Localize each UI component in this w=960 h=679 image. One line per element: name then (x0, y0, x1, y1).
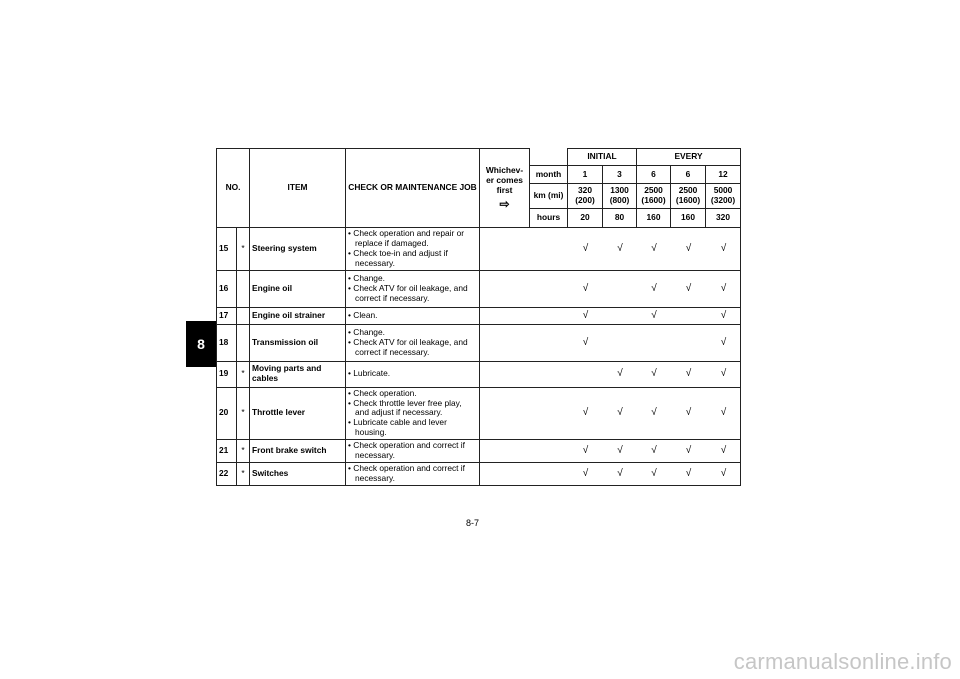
check-mark-icon: √ (720, 282, 727, 294)
row-item: Switches (250, 462, 346, 485)
row-job (346, 307, 480, 324)
check-mark-icon: √ (651, 242, 657, 254)
chapter-tab (186, 321, 216, 367)
check-grid (480, 310, 740, 322)
check-mark-icon: √ (617, 467, 623, 479)
arrow-right-icon: ⇨ (499, 196, 510, 211)
check-mark-icon: √ (685, 407, 692, 419)
row-job (346, 462, 480, 485)
header-initial: INITIAL (568, 149, 637, 166)
check-mark-icon: √ (617, 242, 623, 254)
check-mark-icon: √ (651, 407, 657, 419)
job-line: • Check ATV for oil leakage, and correct if necessary. (348, 282, 468, 303)
row-job (346, 361, 480, 387)
check-mark-icon: √ (582, 467, 589, 479)
check-grid (480, 368, 740, 380)
check-grid (480, 445, 740, 457)
row-number: 21 (217, 440, 237, 463)
check-mark-icon: √ (582, 445, 589, 457)
table-row (217, 228, 741, 271)
check-mark-icon: √ (617, 368, 623, 380)
row-job (346, 228, 480, 271)
check-mark-icon: √ (582, 309, 589, 321)
check-mark-icon: √ (685, 242, 692, 254)
month-value: 6 (637, 166, 671, 184)
check-grid (480, 337, 740, 349)
row-number: 16 (217, 270, 237, 307)
table-row (217, 462, 741, 485)
table-row (217, 324, 741, 361)
hours-value: 80 (603, 209, 637, 228)
table-row (217, 270, 741, 307)
hours-value: 160 (637, 209, 671, 228)
check-mark-icon: √ (720, 368, 727, 380)
job-line: • Check operation. (348, 387, 417, 398)
month-value: 6 (671, 166, 706, 184)
check-mark-icon: √ (720, 336, 727, 348)
check-mark-icon: √ (617, 445, 623, 457)
header-no: NO. (217, 149, 250, 228)
row-star (237, 270, 250, 307)
check-grid (480, 468, 740, 480)
hours-value: 20 (568, 209, 603, 228)
job-line: • Check operation and correct if necessary. (348, 462, 465, 483)
row-item: Steering system (250, 228, 346, 271)
check-mark-icon: √ (720, 242, 727, 254)
header-km-label: km (mi) (530, 184, 568, 209)
header-month-label: month (530, 166, 568, 184)
row-item: Transmission oil (250, 324, 346, 361)
table-row (217, 387, 741, 440)
job-line: • Change. (348, 272, 385, 283)
check-mark-icon: √ (651, 467, 657, 479)
row-job (346, 440, 480, 463)
check-mark-icon: √ (720, 467, 727, 479)
check-mark-icon: √ (617, 407, 623, 419)
row-star (237, 324, 250, 361)
row-checks (480, 440, 741, 463)
row-star: * (237, 440, 250, 463)
check-grid (480, 243, 740, 255)
row-number: 22 (217, 462, 237, 485)
job-line: • Check throttle lever free play, and adjust if necessary. (348, 397, 462, 418)
km-value: 320 (200) (568, 184, 603, 209)
hours-value: 160 (671, 209, 706, 228)
row-job (346, 270, 480, 307)
check-grid (480, 283, 740, 295)
job-line: • Check toe-in and adjust if necessary. (348, 247, 448, 268)
row-number: 19 (217, 361, 237, 387)
check-mark-icon: √ (651, 282, 657, 294)
row-star: * (237, 387, 250, 440)
row-checks (480, 270, 741, 307)
row-item: Moving parts and cables (250, 361, 346, 387)
job-line: • Check ATV for oil leakage, and correct if necessary. (348, 336, 468, 357)
job-line: • Check operation and repair or replace if damaged. (348, 228, 465, 248)
table-row (217, 361, 741, 387)
header-item: ITEM (250, 149, 346, 228)
row-job (346, 324, 480, 361)
table-row (217, 440, 741, 463)
km-value: 1300 (800) (603, 184, 637, 209)
check-mark-icon: √ (685, 467, 692, 479)
row-checks (480, 462, 741, 485)
row-checks (480, 324, 741, 361)
maintenance-table (216, 148, 741, 486)
km-value: 5000 (3200) (706, 184, 741, 209)
check-mark-icon: √ (582, 336, 589, 348)
row-checks (480, 361, 741, 387)
row-star: * (237, 228, 250, 271)
header-every: EVERY (637, 149, 741, 166)
row-job (346, 387, 480, 440)
job-line: • Lubricate. (348, 368, 391, 379)
job-line: • Lubricate cable and lever housing. (348, 417, 447, 438)
row-number: 17 (217, 307, 237, 324)
check-mark-icon: √ (720, 445, 727, 457)
row-number: 20 (217, 387, 237, 440)
check-mark-icon: √ (651, 309, 657, 321)
job-line: • Change. (348, 326, 385, 337)
row-item: Front brake switch (250, 440, 346, 463)
row-checks (480, 228, 741, 271)
job-line: • Check operation and correct if necessary. (348, 440, 465, 461)
chapter-number: 8 (197, 336, 205, 352)
month-value: 12 (706, 166, 741, 184)
km-value: 2500 (1600) (671, 184, 706, 209)
check-mark-icon: √ (651, 445, 657, 457)
whichever-label: Whichev-er comes first (485, 165, 524, 195)
header-job: CHECK OR MAINTENANCE JOB (346, 149, 480, 228)
row-checks (480, 307, 741, 324)
row-item: Engine oil (250, 270, 346, 307)
header-hours-label: hours (530, 209, 568, 228)
check-mark-icon: √ (582, 242, 589, 254)
row-number: 18 (217, 324, 237, 361)
check-mark-icon: √ (720, 407, 727, 419)
check-mark-icon: √ (582, 407, 589, 419)
row-star: * (237, 361, 250, 387)
month-value: 1 (568, 166, 603, 184)
maintenance-rows (217, 228, 741, 486)
check-mark-icon: √ (720, 309, 727, 321)
km-value: 2500 (1600) (637, 184, 671, 209)
check-mark-icon: √ (685, 445, 692, 457)
job-line: • Clean. (348, 309, 378, 320)
table-row (217, 307, 741, 324)
header-whichever (480, 149, 530, 228)
row-number: 15 (217, 228, 237, 271)
month-value: 3 (603, 166, 637, 184)
row-checks (480, 387, 741, 440)
check-mark-icon: √ (685, 368, 692, 380)
row-star: * (237, 462, 250, 485)
page-number: 8-7 (466, 518, 480, 528)
watermark: carmanualsonline.info (733, 649, 952, 674)
check-mark-icon: √ (582, 282, 589, 294)
row-item: Engine oil strainer (250, 307, 346, 324)
check-mark-icon: √ (651, 368, 657, 380)
hours-value: 320 (706, 209, 741, 228)
check-mark-icon: √ (685, 282, 692, 294)
row-star (237, 307, 250, 324)
check-grid (480, 407, 740, 419)
row-item: Throttle lever (250, 387, 346, 440)
